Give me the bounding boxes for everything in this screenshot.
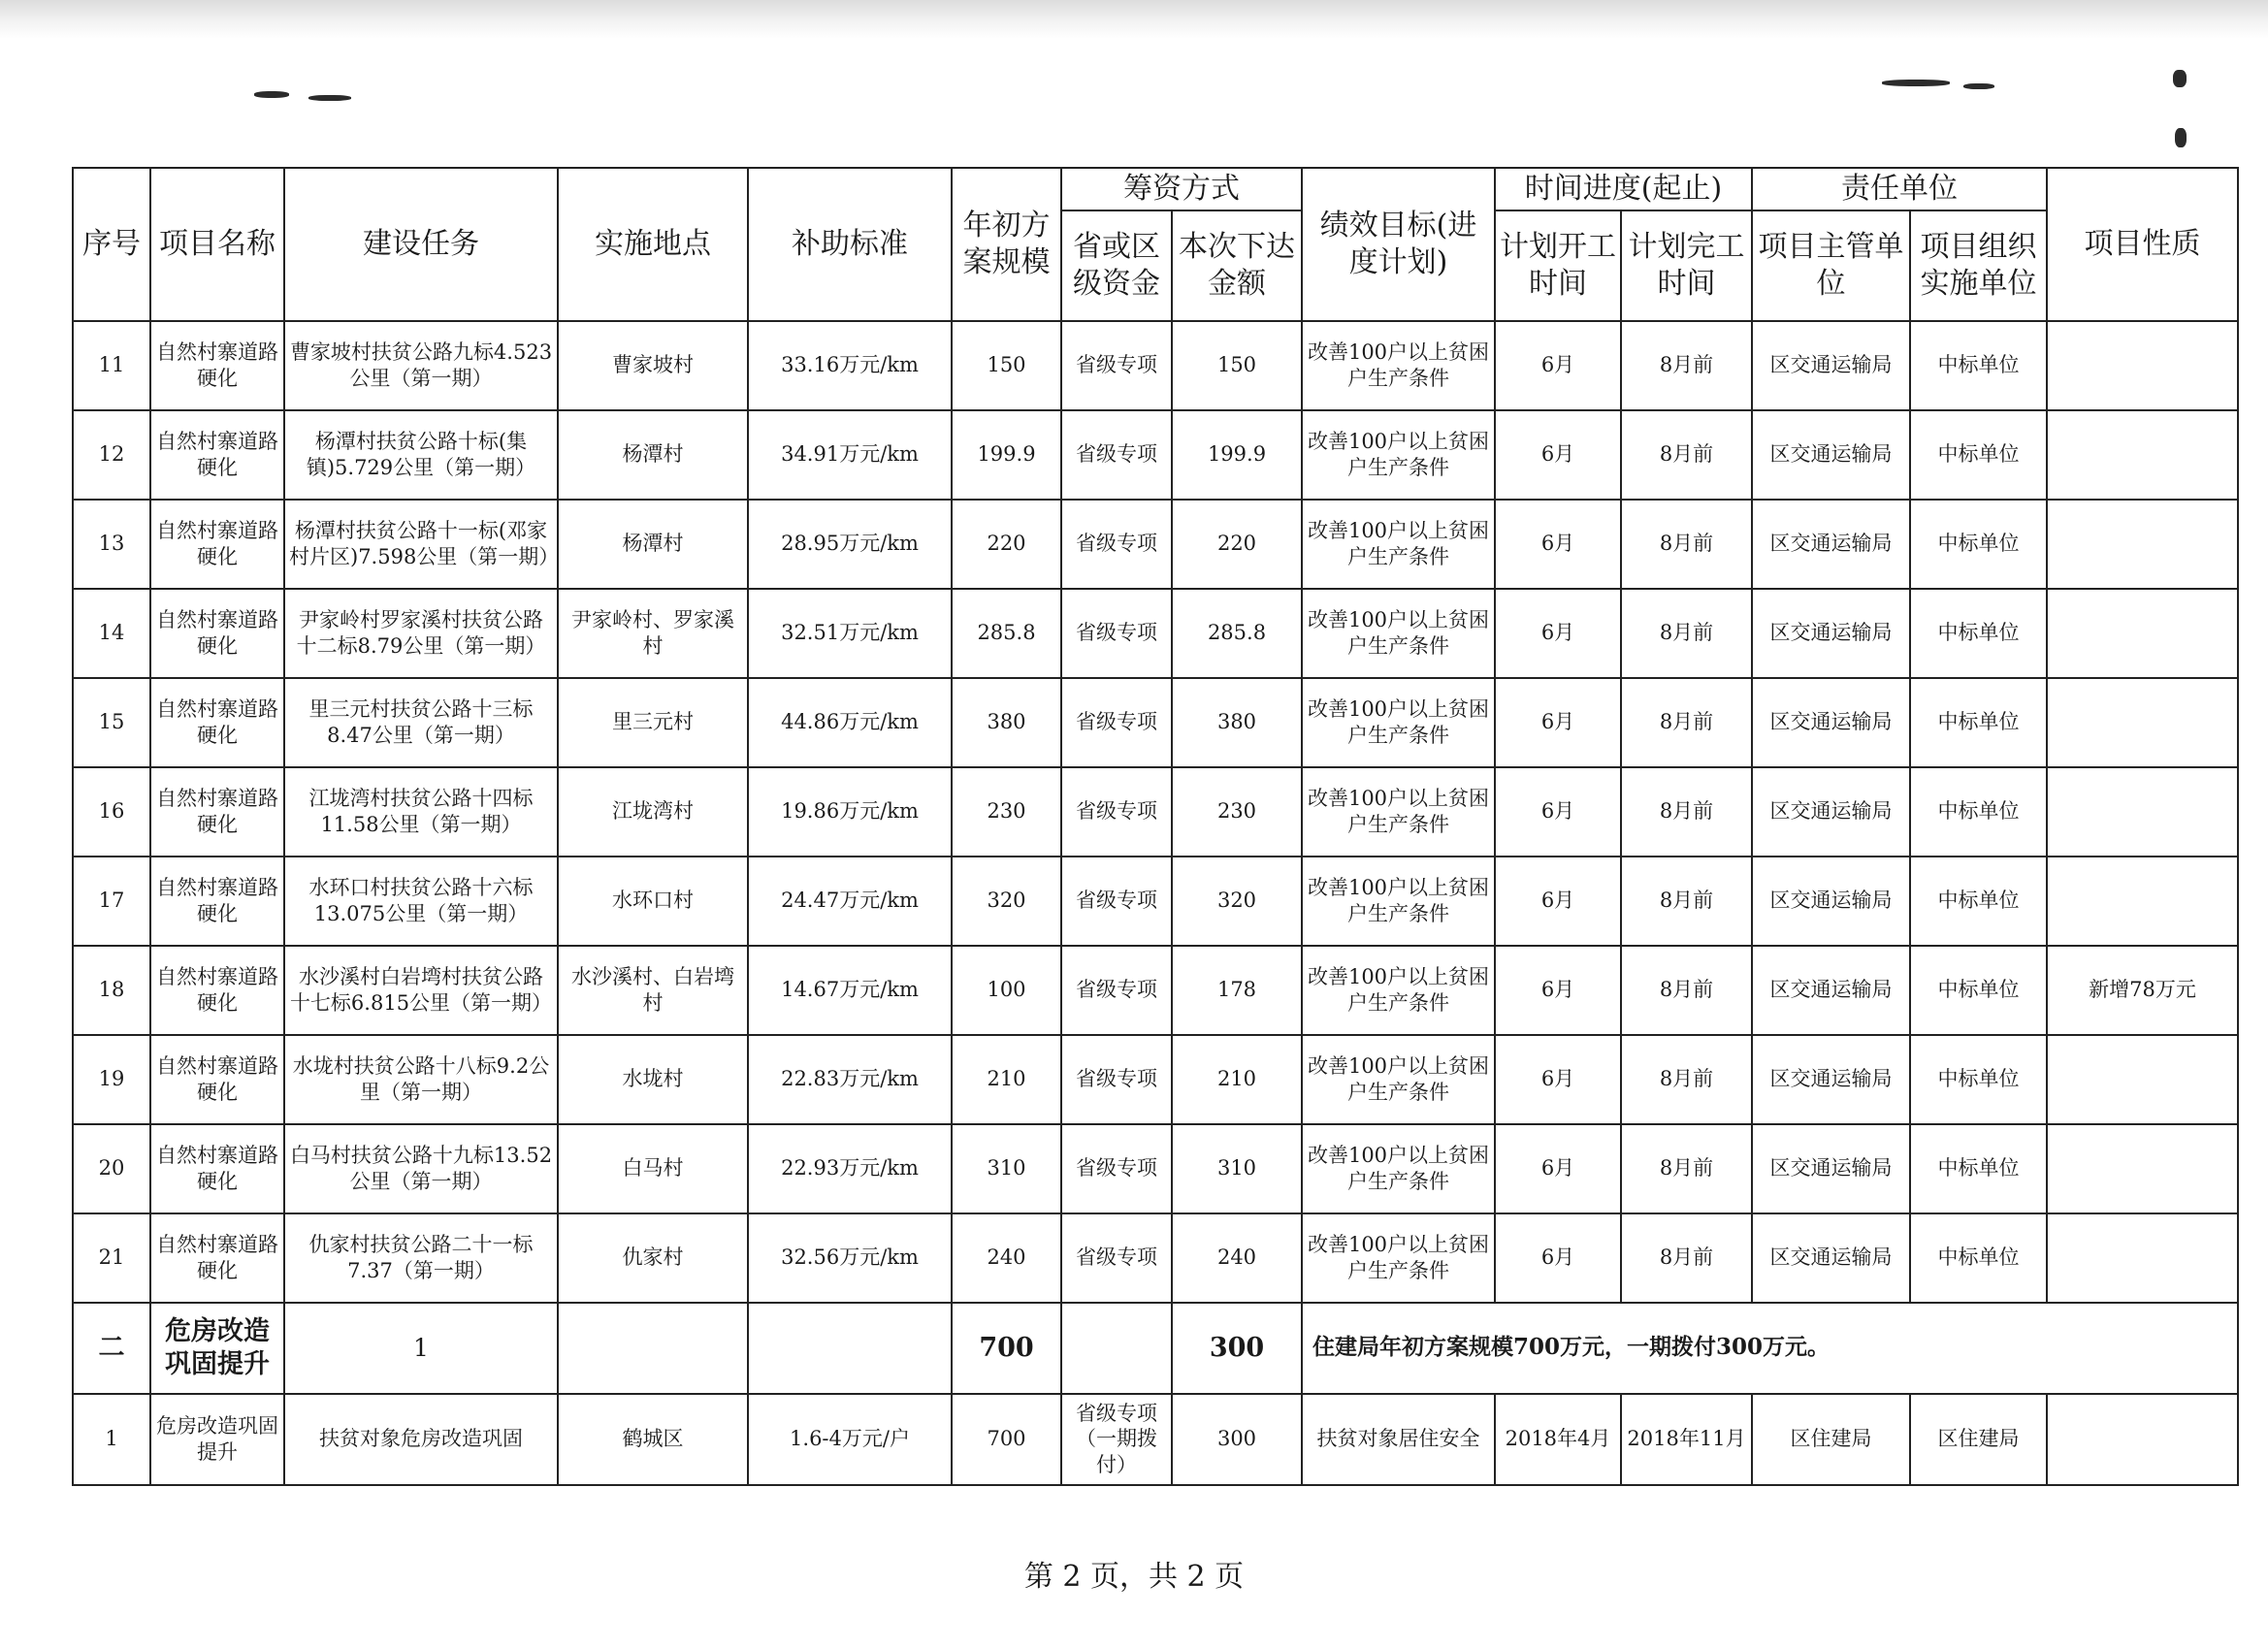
cell-organizer: 中标单位 (1910, 589, 2047, 678)
cell-source: 省级专项 (1061, 946, 1172, 1035)
section-scale: 700 (952, 1303, 1061, 1394)
cell-task: 里三元村扶贫公路十三标8.47公里（第一期） (284, 678, 558, 767)
header-standard: 补助标准 (748, 168, 952, 321)
cell-standard: 22.93万元/km (748, 1124, 952, 1213)
cell-nature (2047, 1035, 2238, 1124)
cell-source: 省级专项 (1061, 678, 1172, 767)
cell-end: 8月前 (1621, 589, 1752, 678)
cell-amount: 150 (1172, 321, 1302, 410)
cell-organizer: 中标单位 (1910, 321, 2047, 410)
header-goal: 绩效目标(进度计划) (1302, 168, 1495, 321)
cell-seq: 1 (73, 1394, 150, 1485)
cell-amount: 210 (1172, 1035, 1302, 1124)
cell-standard: 32.51万元/km (748, 589, 952, 678)
cell-source: 省级专项 (1061, 410, 1172, 500)
cell-amount: 230 (1172, 767, 1302, 857)
cell-seq: 20 (73, 1124, 150, 1213)
cell-name: 自然村寨道路硬化 (150, 678, 284, 767)
cell-seq: 13 (73, 500, 150, 589)
cell-amount: 320 (1172, 857, 1302, 946)
cell-source: 省级专项 (1061, 500, 1172, 589)
cell-source: 省级专项 (1061, 1213, 1172, 1303)
header-name: 项目名称 (150, 168, 284, 321)
cell-name: 自然村寨道路硬化 (150, 1035, 284, 1124)
cell-scale: 100 (952, 946, 1061, 1035)
cell-standard: 14.67万元/km (748, 946, 952, 1035)
cell-goal: 改善100户以上贫困户生产条件 (1302, 767, 1495, 857)
cell-standard: 44.86万元/km (748, 678, 952, 767)
cell-end: 8月前 (1621, 1213, 1752, 1303)
header-end: 计划完工时间 (1621, 210, 1752, 321)
scan-mark (1882, 80, 1950, 86)
cell-task: 扶贫对象危房改造巩固 (284, 1394, 558, 1485)
header-task: 建设任务 (284, 168, 558, 321)
table-row (73, 767, 2238, 857)
cell-source: 省级专项 (1061, 767, 1172, 857)
cell-source: 省级专项 (1061, 589, 1172, 678)
cell-supervisor: 区交通运输局 (1752, 410, 1910, 500)
table-row (73, 500, 2238, 589)
cell-start: 6月 (1495, 1035, 1621, 1124)
table-body (73, 321, 2238, 1485)
cell-start: 6月 (1495, 857, 1621, 946)
section-amount: 300 (1172, 1303, 1302, 1394)
header-organizer: 项目组织实施单位 (1910, 210, 2047, 321)
cell-organizer: 中标单位 (1910, 678, 2047, 767)
cell-organizer: 中标单位 (1910, 500, 2047, 589)
cell-seq: 12 (73, 410, 150, 500)
cell-name: 自然村寨道路硬化 (150, 500, 284, 589)
cell-name: 危房改造巩固提升 (150, 1394, 284, 1485)
page-footer: 第 2 页，共 2 页 (1023, 1560, 1245, 1594)
scan-mark (1963, 83, 1994, 89)
cell-nature (2047, 321, 2238, 410)
cell-task: 水环口村扶贫公路十六标13.075公里（第一期） (284, 857, 558, 946)
cell-standard: 32.56万元/km (748, 1213, 952, 1303)
cell-standard: 28.95万元/km (748, 500, 952, 589)
cell-name: 自然村寨道路硬化 (150, 589, 284, 678)
cell-goal: 改善100户以上贫困户生产条件 (1302, 1035, 1495, 1124)
cell-task: 仇家村扶贫公路二十一标7.37（第一期） (284, 1213, 558, 1303)
cell-start: 6月 (1495, 589, 1621, 678)
cell-source: 省级专项 (1061, 321, 1172, 410)
scan-mark (254, 91, 289, 98)
cell-goal: 扶贫对象居住安全 (1302, 1394, 1495, 1485)
cell-nature (2047, 1124, 2238, 1213)
cell-goal: 改善100户以上贫困户生产条件 (1302, 857, 1495, 946)
cell-scale: 150 (952, 321, 1061, 410)
cell-amount: 300 (1172, 1394, 1302, 1485)
cell-seq: 15 (73, 678, 150, 767)
cell-standard: 33.16万元/km (748, 321, 952, 410)
cell-source: 省级专项 (1061, 857, 1172, 946)
cell-start: 6月 (1495, 946, 1621, 1035)
cell-seq: 18 (73, 946, 150, 1035)
cell-start: 6月 (1495, 1124, 1621, 1213)
cell-goal: 改善100户以上贫困户生产条件 (1302, 1124, 1495, 1213)
cell-seq: 21 (73, 1213, 150, 1303)
section-seq: 二 (73, 1303, 150, 1394)
cell-nature (2047, 857, 2238, 946)
cell-location: 水垅村 (558, 1035, 748, 1124)
cell-organizer: 中标单位 (1910, 1035, 2047, 1124)
cell-name: 自然村寨道路硬化 (150, 857, 284, 946)
cell-organizer: 中标单位 (1910, 410, 2047, 500)
scan-top-shadow (0, 0, 2268, 39)
cell-organizer: 中标单位 (1910, 767, 2047, 857)
cell-start: 6月 (1495, 678, 1621, 767)
cell-name: 自然村寨道路硬化 (150, 767, 284, 857)
cell-standard: 34.91万元/km (748, 410, 952, 500)
cell-goal: 改善100户以上贫困户生产条件 (1302, 946, 1495, 1035)
cell-scale: 285.8 (952, 589, 1061, 678)
cell-scale: 240 (952, 1213, 1061, 1303)
cell-scale: 220 (952, 500, 1061, 589)
table-row (73, 321, 2238, 410)
cell-task: 水垅村扶贫公路十八标9.2公里（第一期） (284, 1035, 558, 1124)
header-nature: 项目性质 (2047, 168, 2238, 321)
header-location: 实施地点 (558, 168, 748, 321)
header-funding-amount: 本次下达金额 (1172, 210, 1302, 321)
header-funding-source: 省或区级资金 (1061, 210, 1172, 321)
cell-task: 杨潭村扶贫公路十标(集镇)5.729公里（第一期） (284, 410, 558, 500)
cell-task: 曹家坡村扶贫公路九标4.523公里（第一期） (284, 321, 558, 410)
cell-seq: 11 (73, 321, 150, 410)
header-resp-group: 责任单位 (1752, 168, 2047, 210)
cell-name: 自然村寨道路硬化 (150, 946, 284, 1035)
cell-empty (748, 1303, 952, 1394)
cell-end: 8月前 (1621, 500, 1752, 589)
header-funding-group: 筹资方式 (1061, 168, 1302, 210)
cell-task: 尹家岭村罗家溪村扶贫公路十二标8.79公里（第一期） (284, 589, 558, 678)
cell-empty (558, 1303, 748, 1394)
cell-start: 6月 (1495, 500, 1621, 589)
cell-supervisor: 区交通运输局 (1752, 321, 1910, 410)
cell-location: 杨潭村 (558, 500, 748, 589)
cell-scale: 700 (952, 1394, 1061, 1485)
table-row (73, 1035, 2238, 1124)
cell-goal: 改善100户以上贫困户生产条件 (1302, 678, 1495, 767)
cell-organizer: 中标单位 (1910, 946, 2047, 1035)
cell-end: 8月前 (1621, 946, 1752, 1035)
header-scale: 年初方案规模 (952, 168, 1061, 321)
cell-scale: 380 (952, 678, 1061, 767)
cell-location: 曹家坡村 (558, 321, 748, 410)
cell-location: 仇家村 (558, 1213, 748, 1303)
table-row (73, 946, 2238, 1035)
section-name: 危房改造巩固提升 (150, 1303, 284, 1394)
cell-location: 里三元村 (558, 678, 748, 767)
table-row (73, 1394, 2238, 1485)
cell-end: 8月前 (1621, 1035, 1752, 1124)
cell-name: 自然村寨道路硬化 (150, 410, 284, 500)
cell-supervisor: 区交通运输局 (1752, 946, 1910, 1035)
table-row (73, 410, 2238, 500)
cell-goal: 改善100户以上贫困户生产条件 (1302, 500, 1495, 589)
cell-organizer: 区住建局 (1910, 1394, 2047, 1485)
cell-source: 省级专项 (1061, 1035, 1172, 1124)
cell-task: 杨潭村扶贫公路十一标(邓家村片区)7.598公里（第一期） (284, 500, 558, 589)
cell-empty (1061, 1303, 1172, 1394)
cell-standard: 19.86万元/km (748, 767, 952, 857)
cell-supervisor: 区交通运输局 (1752, 1124, 1910, 1213)
scan-mark (2173, 70, 2187, 87)
cell-amount: 178 (1172, 946, 1302, 1035)
cell-amount: 285.8 (1172, 589, 1302, 678)
table-row (73, 1213, 2238, 1303)
cell-organizer: 中标单位 (1910, 857, 2047, 946)
cell-location: 杨潭村 (558, 410, 748, 500)
cell-source: 省级专项 (1061, 1124, 1172, 1213)
cell-standard: 22.83万元/km (748, 1035, 952, 1124)
cell-location: 尹家岭村、罗家溪村 (558, 589, 748, 678)
cell-scale: 210 (952, 1035, 1061, 1124)
cell-name: 自然村寨道路硬化 (150, 1124, 284, 1213)
cell-task: 水沙溪村白岩塆村扶贫公路十七标6.815公里（第一期） (284, 946, 558, 1035)
cell-supervisor: 区交通运输局 (1752, 589, 1910, 678)
cell-goal: 改善100户以上贫困户生产条件 (1302, 410, 1495, 500)
cell-nature (2047, 410, 2238, 500)
cell-scale: 320 (952, 857, 1061, 946)
section-row (73, 1303, 2238, 1394)
cell-end: 8月前 (1621, 321, 1752, 410)
cell-end: 8月前 (1621, 410, 1752, 500)
table-row (73, 1124, 2238, 1213)
cell-nature (2047, 678, 2238, 767)
cell-seq: 17 (73, 857, 150, 946)
cell-amount: 240 (1172, 1213, 1302, 1303)
cell-amount: 220 (1172, 500, 1302, 589)
cell-scale: 230 (952, 767, 1061, 857)
cell-name: 自然村寨道路硬化 (150, 1213, 284, 1303)
cell-seq: 14 (73, 589, 150, 678)
header-start: 计划开工时间 (1495, 210, 1621, 321)
cell-end: 8月前 (1621, 767, 1752, 857)
cell-seq: 16 (73, 767, 150, 857)
cell-source: 省级专项（一期拨付） (1061, 1394, 1172, 1485)
cell-nature (2047, 1394, 2238, 1485)
cell-supervisor: 区住建局 (1752, 1394, 1910, 1485)
cell-scale: 199.9 (952, 410, 1061, 500)
cell-location: 水环口村 (558, 857, 748, 946)
table-row (73, 589, 2238, 678)
cell-end: 8月前 (1621, 857, 1752, 946)
cell-goal: 改善100户以上贫困户生产条件 (1302, 321, 1495, 410)
cell-start: 6月 (1495, 321, 1621, 410)
cell-nature (2047, 1213, 2238, 1303)
cell-seq: 19 (73, 1035, 150, 1124)
scan-mark (2175, 128, 2187, 147)
cell-name: 自然村寨道路硬化 (150, 321, 284, 410)
cell-task: 江垅湾村扶贫公路十四标11.58公里（第一期） (284, 767, 558, 857)
cell-nature (2047, 767, 2238, 857)
cell-standard: 24.47万元/km (748, 857, 952, 946)
table-row (73, 678, 2238, 767)
cell-start: 6月 (1495, 1213, 1621, 1303)
cell-amount: 380 (1172, 678, 1302, 767)
project-table (72, 167, 2239, 1486)
cell-location: 白马村 (558, 1124, 748, 1213)
cell-standard: 1.6-4万元/户 (748, 1394, 952, 1485)
table-row (73, 857, 2238, 946)
cell-end: 2018年11月 (1621, 1394, 1752, 1485)
section-count: 1 (284, 1303, 558, 1394)
cell-start: 2018年4月 (1495, 1394, 1621, 1485)
cell-supervisor: 区交通运输局 (1752, 1035, 1910, 1124)
cell-start: 6月 (1495, 767, 1621, 857)
cell-supervisor: 区交通运输局 (1752, 857, 1910, 946)
cell-supervisor: 区交通运输局 (1752, 1213, 1910, 1303)
cell-goal: 改善100户以上贫困户生产条件 (1302, 589, 1495, 678)
cell-scale: 310 (952, 1124, 1061, 1213)
scan-mark (308, 95, 351, 101)
cell-location: 水沙溪村、白岩塆村 (558, 946, 748, 1035)
cell-supervisor: 区交通运输局 (1752, 767, 1910, 857)
cell-task: 白马村扶贫公路十九标13.52公里（第一期） (284, 1124, 558, 1213)
cell-supervisor: 区交通运输局 (1752, 678, 1910, 767)
header-seq: 序号 (73, 168, 150, 321)
cell-supervisor: 区交通运输局 (1752, 500, 1910, 589)
header-time-group: 时间进度(起止) (1495, 168, 1752, 210)
cell-nature: 新增78万元 (2047, 946, 2238, 1035)
cell-organizer: 中标单位 (1910, 1124, 2047, 1213)
cell-end: 8月前 (1621, 678, 1752, 767)
cell-location: 鹤城区 (558, 1394, 748, 1485)
header-supervisor: 项目主管单位 (1752, 210, 1910, 321)
cell-start: 6月 (1495, 410, 1621, 500)
cell-goal: 改善100户以上贫困户生产条件 (1302, 1213, 1495, 1303)
cell-end: 8月前 (1621, 1124, 1752, 1213)
cell-organizer: 中标单位 (1910, 1213, 2047, 1303)
cell-location: 江垅湾村 (558, 767, 748, 857)
section-note: 住建局年初方案规模700万元，一期拨付300万元。 (1302, 1303, 2238, 1394)
cell-amount: 310 (1172, 1124, 1302, 1213)
cell-nature (2047, 589, 2238, 678)
cell-nature (2047, 500, 2238, 589)
cell-amount: 199.9 (1172, 410, 1302, 500)
